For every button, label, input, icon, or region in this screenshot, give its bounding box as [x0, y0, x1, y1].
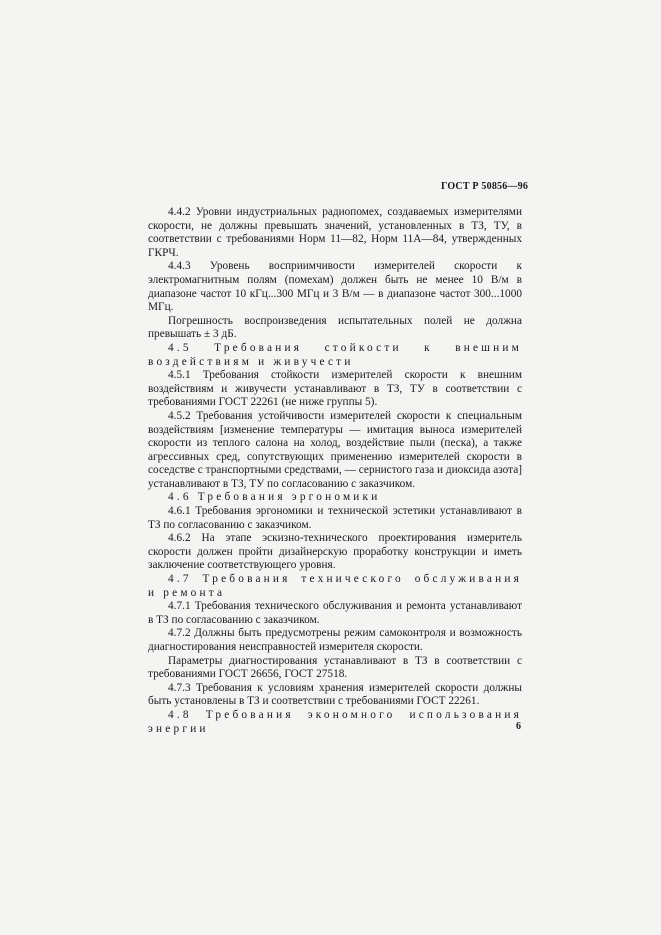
section-heading-4-8: 4.8 Требования экономного использования энергии	[148, 708, 522, 735]
paragraph-4-7-2: 4.7.2 Должны быть предусмотрены режим самоконтроля и возможность диагностирования неисправностей измерителя скорости.	[148, 627, 522, 653]
section-heading-4-5: 4.5 Требования стойкости к внешним воздействиям и живучести	[148, 341, 522, 368]
paragraph-4-7-1: 4.7.1 Требования технического обслуживания и ремонта устанавливают в ТЗ по согласованию с заказчиком.	[148, 600, 522, 626]
paragraph-4-4-2: 4.4.2 Уровни индустриальных радиопомех, создаваемых измерителями скорости, не должны превышать значений, установленных в ТЗ, ТУ, в соответствии с требованиями Норм 11—82, Норм 11А—84, утвержденных ГКРЧ.	[148, 206, 522, 259]
section-heading-4-6: 4.6 Требования эргономики	[168, 491, 381, 504]
page-number: 6	[516, 721, 521, 732]
paragraph-4-6-1: 4.6.1 Требования эргономики и технической эстетики устанавливают в ТЗ по согласованию с заказчиком.	[148, 505, 522, 531]
standard-header: ГОСТ Р 50856—96	[441, 181, 529, 192]
paragraph-4-7-3: 4.7.3 Требования к условиям хранения измерителей скорости должны быть установлены в ТЗ и соответствии с требованиями ГОСТ 22261.	[148, 681, 522, 708]
paragraph-diagnostics: Параметры диагностирования устанавливают в ТЗ в соответствии с требованиями ГОСТ 26656, ГОСТ 27518.	[148, 654, 522, 681]
paragraph-4-5-1: 4.5.1 Требования стойкости измерителей скорости к внешним воздействиям и живучести устанавливают в ТЗ, ТУ в соответствии с требованиями ГОСТ 22261 (не ниже группы 5).	[148, 369, 522, 409]
paragraph-field-error: Погрешность воспроизведения испытательных полей не должна превышать ± 3 дБ.	[148, 314, 522, 341]
paragraph-4-4-3: 4.4.3 Уровень восприимчивости измерителей скорости к электромагнитным полям (помехам) должен быть не менее 10 В/м в диапазоне частот 10 кГц...300 МГц и 3 В/м — в диапазоне частот 300...1000 МГц.	[148, 260, 522, 314]
document-body	[148, 206, 522, 736]
paragraph-4-5-2: 4.5.2 Требования устойчивости измерителей скорости к специальным воздействиям [изменение температуры — имитация выноса измерителей скорости из теплого салона на холод, воздействие пыли (песка), а также агрессивных сред, сопутствующих применению измерителей скорости в соседстве с транспортными средствами, — сернистого газа и диоксида азота] устанавливают в ТЗ, ТУ по согласованию с заказчиком.	[148, 409, 522, 490]
paragraph-4-6-2: 4.6.2 На этапе эскизно-технического проектирования измеритель скорости должен пройти дизайнерскую проработку конструкции и иметь заключение соответствующего уровня.	[148, 532, 522, 572]
section-heading-4-7: 4.7 Требования технического обслуживания и ремонта	[148, 573, 522, 599]
